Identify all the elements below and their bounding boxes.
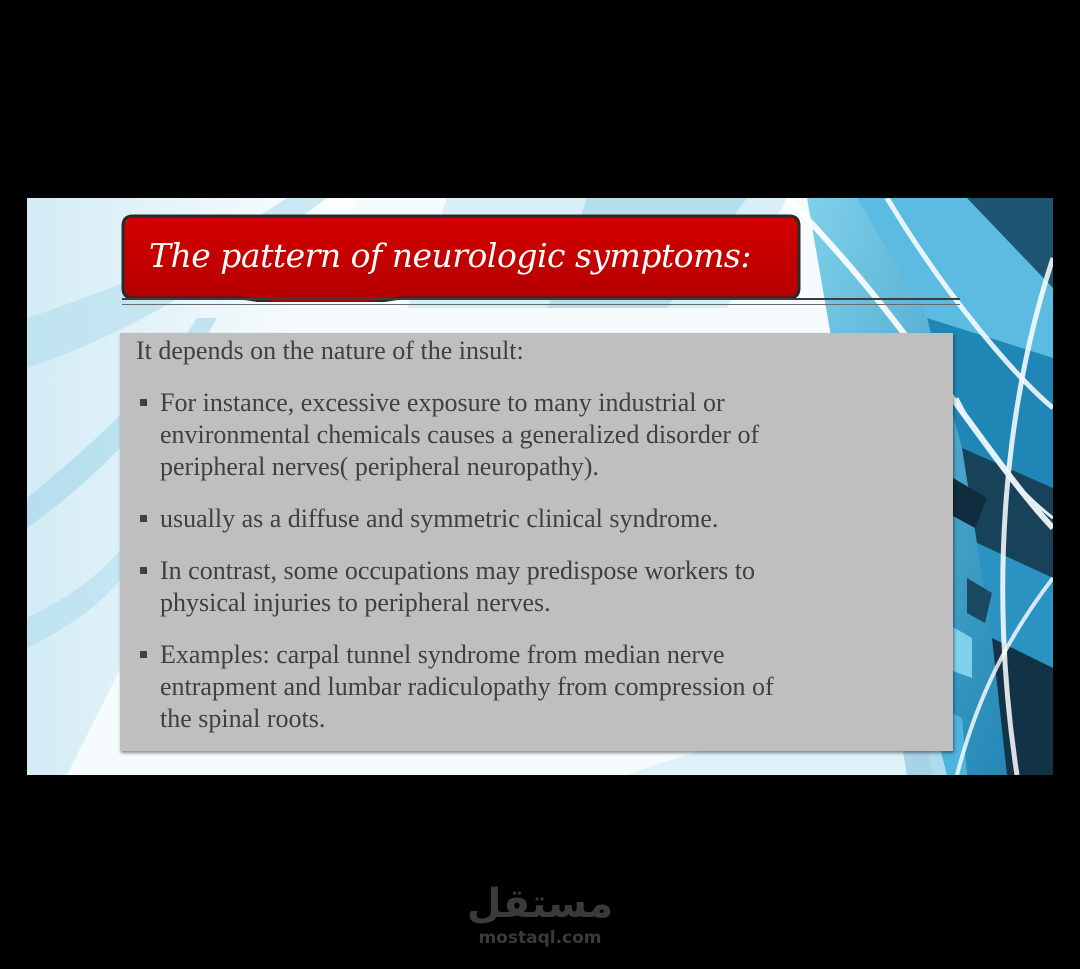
bullet-text (140, 503, 940, 535)
bullet-line: usually as a diffuse and symmetric clinical syndrome. (160, 504, 719, 533)
title-banner (121, 214, 801, 302)
bullet-line: environmental chemicals causes a generalized disorder of (160, 420, 760, 449)
bullet-line: Examples: carpal tunnel syndrome from median nerve (160, 640, 725, 669)
content-box (120, 333, 953, 751)
bullet-text (140, 387, 940, 483)
bullet-line: physical injuries to peripheral nerves. (160, 588, 551, 617)
watermark-arabic-logo: مستقل (466, 881, 614, 927)
watermark-domain: mostaql.com (478, 928, 602, 948)
intro-text: It depends on the nature of the insult: (136, 336, 524, 365)
bullet-line: In contrast, some occupations may predispose workers to (160, 556, 755, 585)
bullet-line: entrapment and lumbar radiculopathy from compression of (160, 672, 774, 701)
bullet-line: peripheral nerves( peripheral neuropathy). (160, 452, 599, 481)
bullet-line: the spinal roots. (160, 704, 326, 733)
slide-title: The pattern of neurologic symptoms: (149, 236, 751, 275)
bullet-text (140, 555, 940, 619)
bullet-line: For instance, excessive exposure to many industrial or (160, 388, 725, 417)
bullet-text (140, 639, 940, 735)
presentation-slide (27, 198, 1053, 775)
mostaql-watermark (440, 881, 640, 954)
title-underline-secondary (122, 304, 960, 305)
title-underline (122, 298, 960, 300)
